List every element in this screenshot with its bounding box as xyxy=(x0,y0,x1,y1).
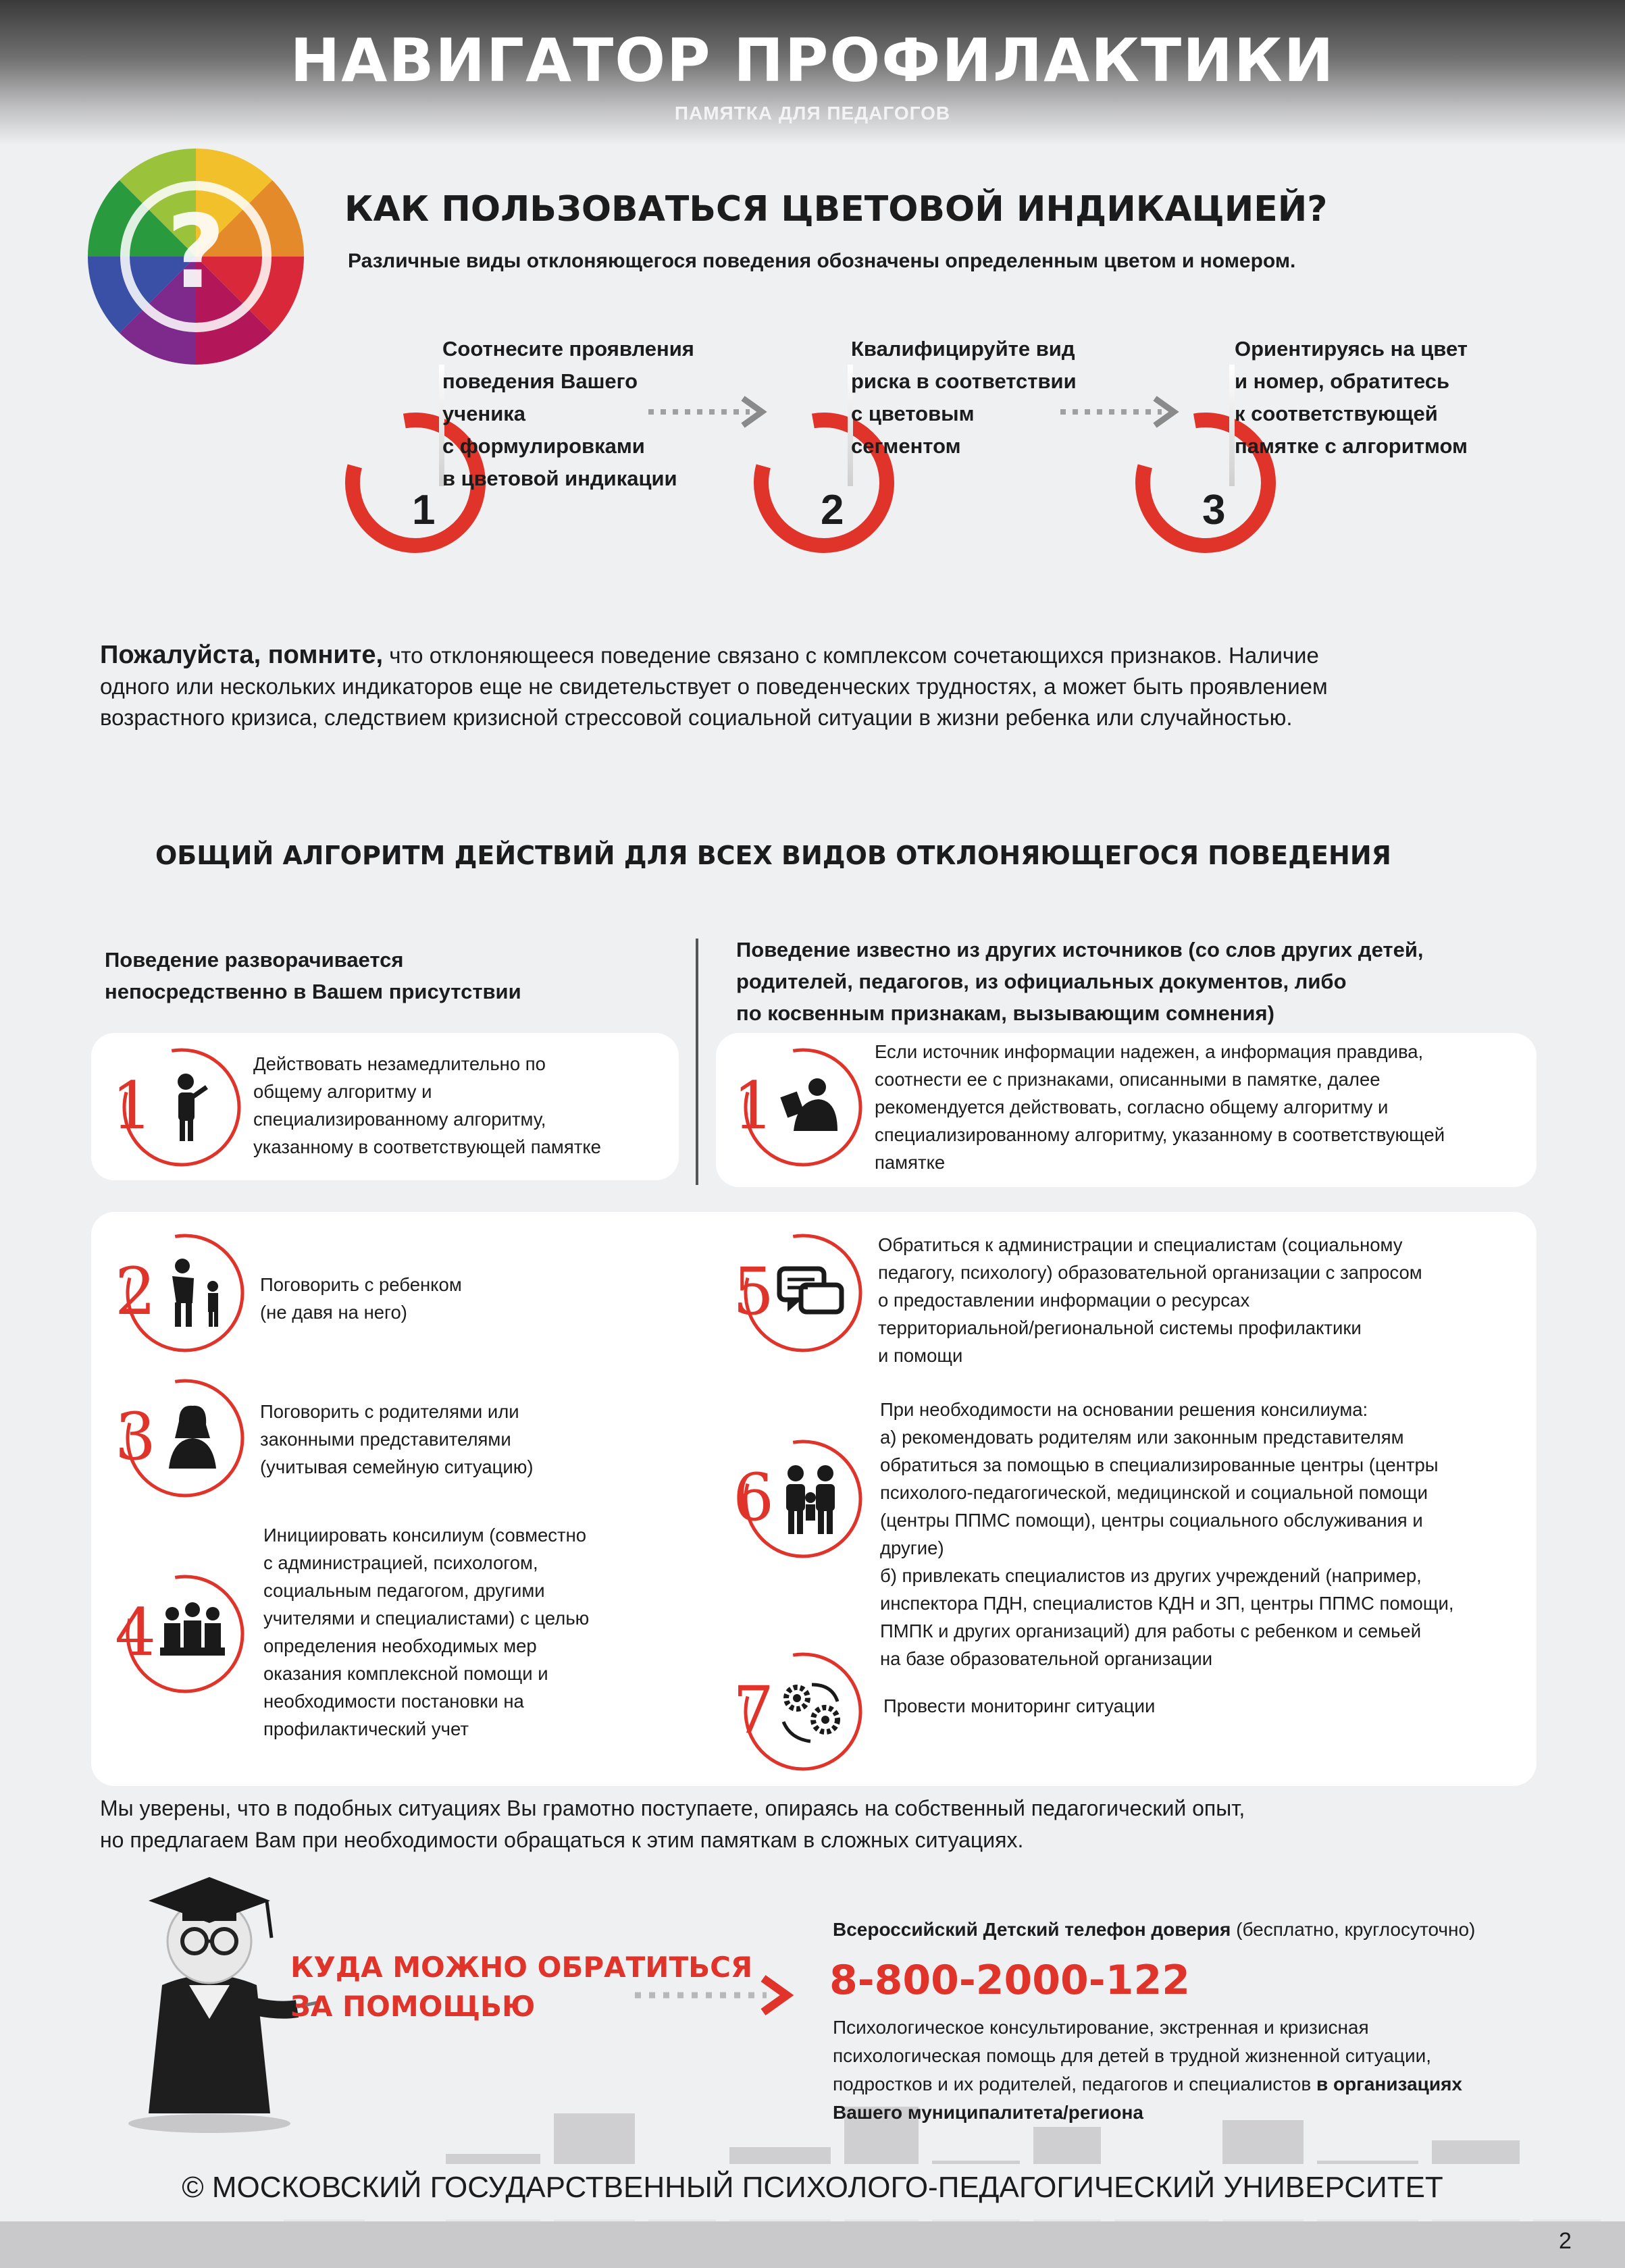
algorithm-step-line: определения необходимых мер xyxy=(263,1635,537,1656)
algorithm-step-line: б) привлекать специалистов из других учреждений (например, xyxy=(880,1565,1422,1586)
algorithm-step-line: рекомендуется действовать, согласно общему алгоритму и xyxy=(875,1097,1389,1117)
color-wheel-icon xyxy=(81,142,311,371)
algorithm-step-line: Провести мониторинг ситуации xyxy=(883,1695,1156,1716)
hotline-description xyxy=(833,2013,1462,2127)
algorithm-step-line: (не давя на него) xyxy=(260,1302,407,1323)
left-column-header-line: непосредственно в Вашем присутствии xyxy=(105,980,521,1003)
algorithm-step-line: профилактический учет xyxy=(263,1718,469,1739)
hotline-description-bold: в организациях xyxy=(1311,2074,1462,2094)
algorithm-step-line: необходимости постановки на xyxy=(263,1691,524,1712)
arrow-right-icon xyxy=(1060,392,1189,432)
page-number: 2 xyxy=(1559,2228,1572,2254)
reminder-line: возрастного кризиса, следствием кризисной стрессовой социальной ситуации в жизни ребенка или случайностью. xyxy=(100,705,1293,730)
step-description-line: в цветовой индикации xyxy=(442,467,677,490)
badge-number: 4 xyxy=(115,1595,157,1670)
monitoring-gears-icon xyxy=(770,1671,851,1752)
person-gesturing-icon xyxy=(149,1067,230,1148)
algorithm-step-line: и помощи xyxy=(878,1345,963,1366)
right-column-header-line: родителей, педагогов, из официальных документов, либо xyxy=(736,970,1347,993)
header-band xyxy=(0,0,1625,145)
step-description-line: с цветовым xyxy=(851,402,975,425)
closing-line: Мы уверены, что в подобных ситуациях Вы грамотно поступаете, опираясь на собственный педагогический опыт, xyxy=(100,1796,1245,1820)
step-description-line: и номер, обратитесь xyxy=(1235,369,1450,393)
step-number: 2 xyxy=(821,487,844,533)
algorithm-step-line: (учитывая семейную ситуацию) xyxy=(260,1456,534,1477)
numbered-icon-badge xyxy=(115,1225,250,1361)
arrow-right-icon xyxy=(648,392,777,432)
algorithm-step-line: Если источник информации надежен, а информация правдива, xyxy=(875,1041,1424,1062)
teacher-mascot-icon xyxy=(115,1864,317,2134)
algorithm-step-line: учителями и специалистами) с целью xyxy=(263,1608,590,1629)
badge-number: 2 xyxy=(115,1254,157,1329)
algorithm-step-line: специализированному алгоритму, xyxy=(253,1109,546,1130)
algorithm-step-line: указанному в соответствующей памятке xyxy=(253,1136,601,1157)
step-description xyxy=(1235,333,1532,463)
algorithm-step-text xyxy=(875,1038,1445,1176)
algorithm-step-line: памятке xyxy=(875,1152,946,1173)
help-title-line: ЗА ПОМОЩЬЮ xyxy=(290,1990,536,2023)
closing-paragraph xyxy=(100,1793,1245,1856)
algorithm-title: ОБЩИЙ АЛГОРИТМ ДЕЙСТВИЙ ДЛЯ ВСЕХ ВИДОВ ОТКЛОНЯЮЩЕГОСЯ ПОВЕДЕНИЯ xyxy=(155,841,1391,870)
algorithm-step-line: с администрацией, психологом, xyxy=(263,1552,538,1573)
algorithm-step-text xyxy=(260,1398,534,1481)
algorithm-step-line: Поговорить с ребенком xyxy=(260,1274,462,1295)
svg-text:?: ? xyxy=(166,194,226,311)
algorithm-step-line: Действовать незамедлительно по xyxy=(253,1053,546,1074)
hotline-description-line: психологическая помощь для детей в трудной жизненной ситуации, xyxy=(833,2045,1432,2066)
algorithm-step-line: Инициировать консилиум (совместно xyxy=(263,1525,587,1546)
hotline-description-bold: Вашего муниципалитета/региона xyxy=(833,2102,1143,2123)
numbered-icon-badge xyxy=(115,1371,250,1506)
algorithm-step-line: Обратиться к администрации и специалистам (социальному xyxy=(878,1234,1403,1255)
numbered-icon-badge xyxy=(733,1040,868,1175)
step-number: 1 xyxy=(412,487,436,533)
badge-number: 1 xyxy=(111,1068,153,1144)
column-divider xyxy=(696,939,698,1185)
algorithm-step-line: ПМПК и других организаций) для работы с ребенком и семьей xyxy=(880,1620,1422,1641)
parent-icon xyxy=(152,1398,233,1479)
reminder-line: что отклоняющееся поведение связано с комплексом сочетающихся признаков. Наличие xyxy=(389,643,1319,668)
page-subtitle: ПАМЯТКА ДЛЯ ПЕДАГОГОВ xyxy=(674,103,951,124)
hotline-heading xyxy=(833,1919,1475,1941)
algorithm-step-line: соотнести ее с признаками, описанными в памятке, далее xyxy=(875,1069,1381,1090)
right-column-header xyxy=(736,934,1424,1029)
algorithm-step-line: педагогу, психологу) образовательной организации с запросом xyxy=(878,1262,1422,1283)
algorithm-step-line: социальным педагогом, другими xyxy=(263,1580,545,1601)
reminder-paragraph xyxy=(100,639,1559,733)
intro-title: КАК ПОЛЬЗОВАТЬСЯ ЦВЕТОВОЙ ИНДИКАЦИЕЙ? xyxy=(344,189,1328,230)
reminder-line: одного или нескольких индикаторов еще не свидетельствует о поведенческих трудностях, а может быть проявлением xyxy=(100,674,1328,699)
algorithm-step-line: обратиться за помощью в специализированные центры (центры xyxy=(880,1454,1439,1475)
badge-number: 6 xyxy=(733,1460,775,1535)
step-description-line: с формулировками xyxy=(442,434,645,458)
help-title-line: КУДА МОЖНО ОБРАТИТЬСЯ xyxy=(290,1951,753,1984)
step-description-line: сегментом xyxy=(851,434,961,458)
algorithm-step-line: территориальной/региональной системы профилактики xyxy=(878,1317,1362,1338)
step-number: 3 xyxy=(1202,487,1226,533)
hotline-description-line: подростков и их родителей, педагогов и специалистов xyxy=(833,2074,1312,2094)
step-description-line: к соответствующей xyxy=(1235,402,1438,425)
step-description-line: поведения Вашего xyxy=(442,369,638,393)
numbered-icon-badge xyxy=(111,1040,247,1175)
algorithm-step-line: специализированному алгоритму, указанному в соответствующей xyxy=(875,1124,1445,1145)
step-description-line: риска в соответствии xyxy=(851,369,1077,393)
algorithm-step-text xyxy=(263,1521,589,1743)
numbered-icon-badge xyxy=(733,1644,868,1779)
algorithm-step-line: на базе образовательной организации xyxy=(880,1648,1213,1669)
hotline-note: (бесплатно, круглосуточно) xyxy=(1231,1919,1476,1940)
algorithm-step-line: При необходимости на основании решения консилиума: xyxy=(880,1399,1368,1420)
algorithm-step-line: законными представителями xyxy=(260,1429,511,1450)
step-description-line: Соотнесите проявления xyxy=(442,337,694,361)
algorithm-step-line: оказания комплексной помощи и xyxy=(263,1663,548,1684)
right-column-header-line: Поведение известно из других источников (со слов других детей, xyxy=(736,938,1424,961)
numbered-icon-badge xyxy=(733,1431,868,1566)
right-column-header-line: по косвенным признакам, вызывающим сомнения) xyxy=(736,1001,1274,1025)
family-icon xyxy=(770,1458,851,1539)
council-icon xyxy=(152,1593,233,1674)
left-column-header xyxy=(105,944,521,1007)
badge-number: 5 xyxy=(733,1254,775,1329)
algorithm-step-line: Поговорить с родителями или xyxy=(260,1401,519,1422)
closing-line: но предлагаем Вам при необходимости обращаться к этим памяткам в сложных ситуациях. xyxy=(100,1828,1024,1852)
page-title: НАВИГАТОР ПРОФИЛАКТИКИ xyxy=(290,26,1335,95)
algorithm-step-line: другие) xyxy=(880,1537,944,1558)
algorithm-step-line: общему алгоритму и xyxy=(253,1081,432,1102)
step-description-line: памятке с алгоритмом xyxy=(1235,434,1468,458)
step-divider xyxy=(1229,365,1235,486)
badge-number: 7 xyxy=(733,1672,775,1748)
reminder-lead: Пожалуйста, помните, xyxy=(100,641,384,669)
intro-subtitle: Различные виды отклоняющегося поведения обозначены определенным цветом и номером. xyxy=(348,250,1296,272)
algorithm-step-line: инспектора ПДН, специалистов КДН и ЗП, центры ППМС помощи, xyxy=(880,1593,1454,1614)
step-description-line: Квалифицируйте вид xyxy=(851,337,1075,361)
left-column-header-line: Поведение разворачивается xyxy=(105,948,404,972)
algorithm-step-text xyxy=(253,1050,601,1161)
algorithm-step-line: о предоставлении информации о ресурсах xyxy=(878,1290,1250,1311)
algorithm-step-line: (центры ППМС помощи), центры социального обслуживания и xyxy=(880,1510,1423,1531)
adult-and-child-icon xyxy=(152,1252,233,1334)
algorithm-step-text xyxy=(878,1231,1422,1369)
hotline-phone[interactable]: 8-800-2000-122 xyxy=(829,1957,1190,2004)
numbered-icon-badge xyxy=(115,1566,250,1702)
algorithm-step-text xyxy=(260,1271,462,1326)
badge-number: 3 xyxy=(115,1399,157,1475)
step-description-line: Ориентируясь на цвет xyxy=(1235,337,1468,361)
chat-icon xyxy=(770,1252,851,1334)
hotline-name: Всероссийский Детский телефон доверия xyxy=(833,1919,1231,1940)
badge-number: 1 xyxy=(733,1068,775,1144)
algorithm-step-line: психолого-педагогической, медицинской и социальной помощи xyxy=(880,1482,1428,1503)
arrow-right-icon xyxy=(628,1972,804,2019)
footer-strip xyxy=(0,2221,1625,2268)
copyright: © МОСКОВСКИЙ ГОСУДАРСТВЕННЫЙ ПСИХОЛОГО-ПЕДАГОГИЧЕСКИЙ УНИВЕРСИТЕТ xyxy=(182,2171,1443,2204)
algorithm-step-text xyxy=(883,1692,1155,1720)
hotline-description-line: Психологическое консультирование, экстренная и кризисная xyxy=(833,2017,1369,2038)
algorithm-step-text xyxy=(880,1396,1453,1672)
algorithm-step-line: а) рекомендовать родителям или законным представителям xyxy=(880,1427,1404,1448)
step-description-line: ученика xyxy=(442,402,526,425)
person-reading-icon xyxy=(770,1067,851,1148)
numbered-icon-badge xyxy=(733,1225,868,1361)
